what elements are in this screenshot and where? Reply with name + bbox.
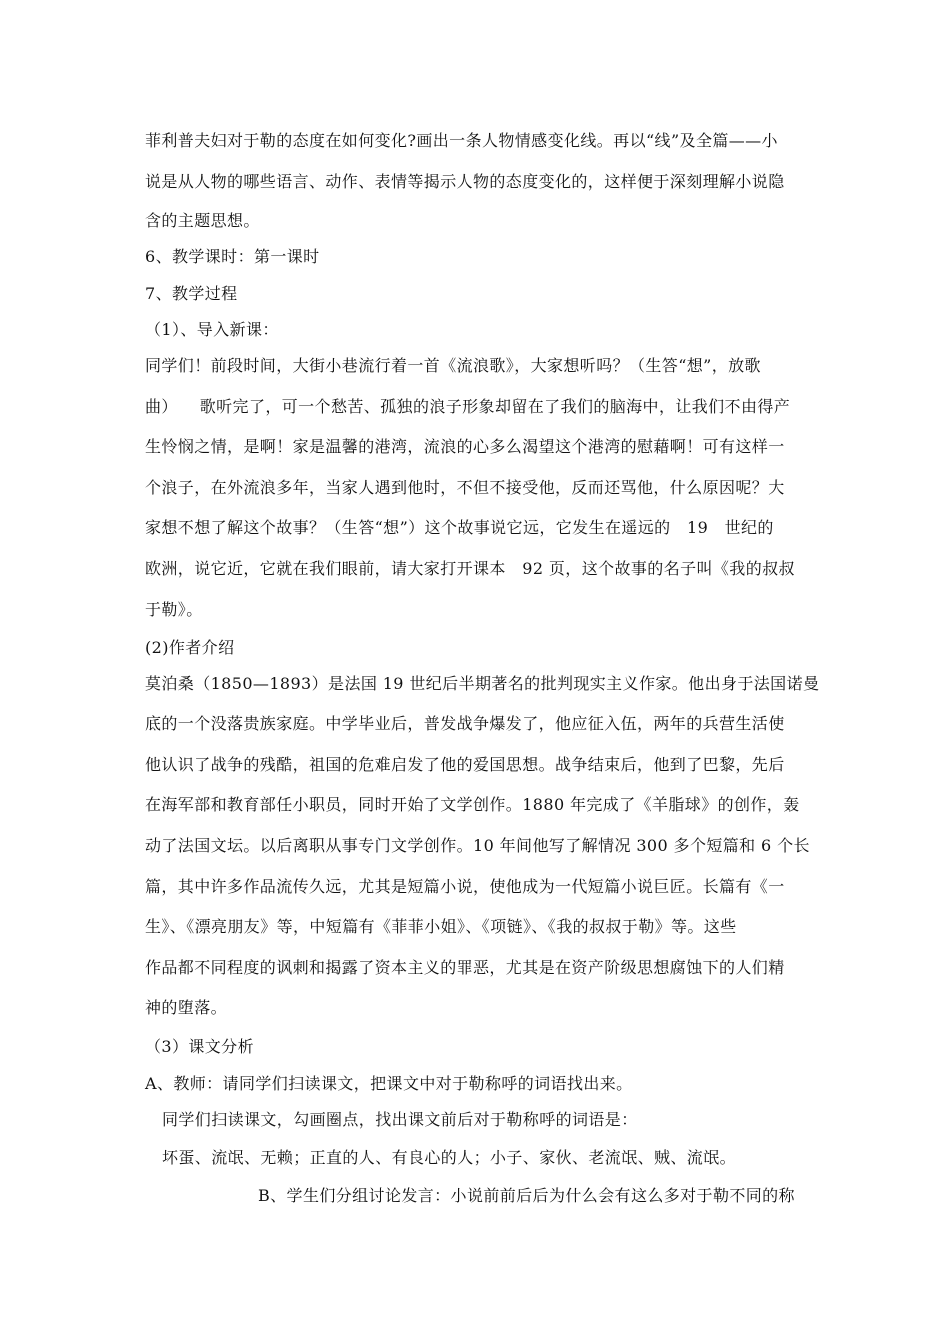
text-line: (2)作者介绍	[145, 638, 235, 657]
text-line: 曲） 歌听完了，可一个愁苦、孤独的浪子形象却留在了我们的脑海中，让我们不由得产	[145, 397, 791, 416]
text-line: B、学生们分组讨论发言：小说前前后后为什么会有这么多对于勒不同的称	[258, 1186, 795, 1205]
text-line: 家想不想了解这个故事？（生答“想”）这个故事说它远，它发生在遥远的 19 世纪的	[145, 518, 774, 537]
text-line: 底的一个没落贵族家庭。中学毕业后，普发战争爆发了，他应征入伍，两年的兵营生活使	[145, 714, 785, 733]
text-line: 说是从人物的哪些语言、动作、表情等揭示人物的态度变化的，这样便于深刻理解小说隐	[145, 172, 785, 191]
text-line: 在海军部和教育部任小职员，同时开始了文学创作。1880 年完成了《羊脂球》的创作，轰	[145, 795, 800, 814]
text-line: 篇，其中许多作品流传久远，尤其是短篇小说，使他成为一代短篇小说巨匠。长篇有《一	[145, 877, 785, 896]
text-line: 同学们扫读课文，勾画圈点，找出课文前后对于勒称呼的词语是：	[162, 1110, 638, 1129]
text-line: 作品都不同程度的讽刺和揭露了资本主义的罪恶，尤其是在资产阶级思想腐蚀下的人们精	[145, 958, 785, 977]
text-line: 坏蛋、流氓、无赖；正直的人、有良心的人；小子、家伙、老流氓、贼、流氓。	[162, 1148, 737, 1167]
text-line: 菲利普夫妇对于勒的态度在如何变化?画出一条人物情感变化线。再以“线”及全篇——小	[145, 131, 778, 150]
text-line: 欧洲，说它近，它就在我们眼前，请大家打开课本 92 页，这个故事的名子叫《我的叔叔	[145, 559, 795, 578]
text-line: 莫泊桑（1850—1893）是法国 19 世纪后半期著名的批判现实主义作家。他出身于法国诺曼	[145, 674, 820, 693]
text-line: 6、教学课时：第一课时	[145, 247, 320, 266]
text-line: 生怜悯之情，是啊！家是温馨的港湾，流浪的心多么渴望这个港湾的慰藉啊！可有这样一	[145, 437, 785, 456]
text-line: 动了法国文坛。以后离职从事专门文学创作。10 年间他写了解情况 300 多个短篇和 6 个长	[145, 836, 810, 855]
text-line: 7、教学过程	[145, 284, 238, 303]
text-line: 神的堕落。	[145, 998, 228, 1017]
text-line: 于勒》。	[145, 600, 203, 619]
text-line: 个浪子，在外流浪多年，当家人遇到他时，不但不接受他，反而还骂他，什么原因呢？大	[145, 478, 785, 497]
text-line: A、教师：请同学们扫读课文，把课文中对于勒称呼的词语找出来。	[145, 1074, 633, 1093]
text-line: （1）、导入新课：	[145, 320, 279, 339]
text-line: （3）课文分析	[145, 1037, 254, 1056]
text-line: 生》、《漂亮朋友》等，中短篇有《菲菲小姐》、《项链》、《我的叔叔于勒》等。这些	[145, 917, 737, 936]
text-line: 含的主题思想。	[145, 211, 260, 230]
text-line: 他认识了战争的残酷，祖国的危难启发了他的爱国思想。战争结束后，他到了巴黎，先后	[145, 755, 785, 774]
text-line: 同学们！前段时间，大街小巷流行着一首《流浪歌》，大家想听吗？（生答“想”，放歌	[145, 356, 761, 375]
